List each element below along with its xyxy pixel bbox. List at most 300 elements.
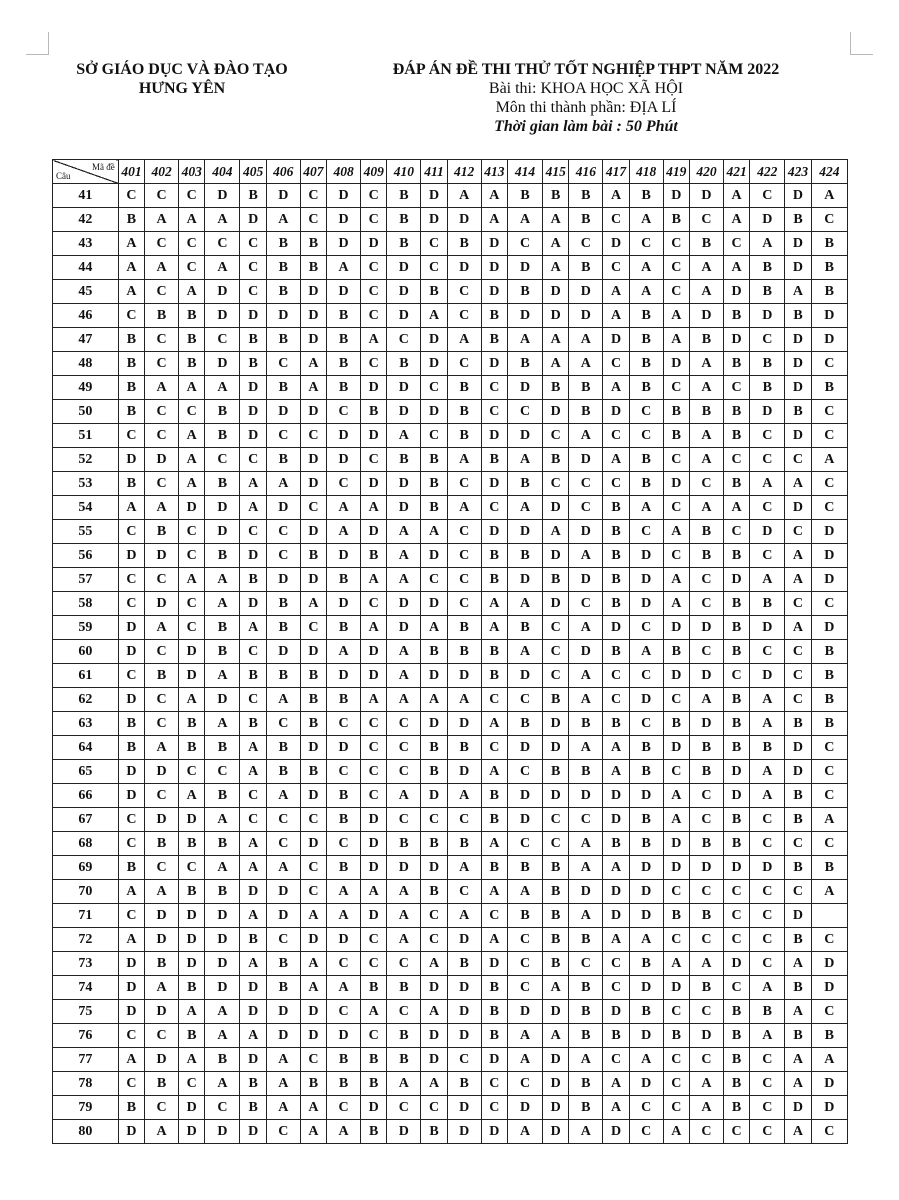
answer-cell: C — [481, 376, 507, 400]
answer-cell: C — [240, 232, 266, 256]
answer-cell: C — [663, 232, 689, 256]
answer-cell: C — [205, 760, 240, 784]
answer-cell: B — [750, 280, 785, 304]
answer-cell: C — [750, 832, 785, 856]
answer-cell: C — [361, 736, 387, 760]
answer-cell: C — [300, 856, 326, 880]
answer-cell: D — [118, 544, 144, 568]
answer-cell: D — [205, 688, 240, 712]
answer-cell: C — [569, 496, 603, 520]
answer-cell: A — [663, 568, 689, 592]
answer-cell: D — [118, 640, 144, 664]
answer-cell: D — [387, 472, 421, 496]
question-number-cell: 80 — [53, 1120, 119, 1144]
answer-cell: B — [507, 856, 542, 880]
exam-duration: Thời gian làm bài : 50 Phút — [494, 118, 678, 135]
answer-cell: C — [387, 1000, 421, 1024]
answer-cell: C — [361, 928, 387, 952]
answer-cell: D — [361, 232, 387, 256]
answer-cell: A — [750, 232, 785, 256]
answer-cell: B — [145, 304, 179, 328]
question-number-cell: 53 — [53, 472, 119, 496]
answer-cell: B — [723, 712, 749, 736]
answer-cell: B — [266, 280, 300, 304]
answer-cell: C — [629, 400, 663, 424]
exam-code-header: 422 — [750, 160, 785, 184]
answer-cell: D — [663, 664, 689, 688]
answer-cell: D — [387, 376, 421, 400]
answer-cell: D — [118, 688, 144, 712]
answer-cell: C — [507, 952, 542, 976]
answer-cell: A — [118, 1048, 144, 1072]
answer-cell: C — [361, 448, 387, 472]
answer-cell: C — [811, 592, 847, 616]
question-number-cell: 68 — [53, 832, 119, 856]
answer-cell: D — [811, 568, 847, 592]
exam-code-header: 412 — [447, 160, 481, 184]
answer-cell: C — [603, 208, 629, 232]
answer-cell: D — [723, 568, 749, 592]
answer-cell: A — [629, 640, 663, 664]
answer-cell: D — [629, 568, 663, 592]
answer-cell: C — [723, 448, 749, 472]
answer-cell: C — [629, 616, 663, 640]
answer-cell: C — [421, 928, 447, 952]
answer-cell: D — [361, 1096, 387, 1120]
answer-cell: C — [387, 1096, 421, 1120]
answer-cell: A — [300, 904, 326, 928]
exam-code-header: 409 — [361, 160, 387, 184]
answer-cell: A — [421, 520, 447, 544]
answer-cell: B — [327, 568, 361, 592]
answer-cell: B — [266, 328, 300, 352]
answer-cell: C — [179, 1072, 205, 1096]
answer-cell: B — [421, 832, 447, 856]
answer-cell: C — [629, 664, 663, 688]
answer-cell: C — [811, 760, 847, 784]
answer-cell: A — [481, 208, 507, 232]
answer-cell: B — [507, 544, 542, 568]
answer-cell: C — [629, 232, 663, 256]
answer-cell: A — [179, 1048, 205, 1072]
answer-cell: B — [118, 736, 144, 760]
answer-cell: C — [327, 1096, 361, 1120]
answer-cell: D — [663, 976, 689, 1000]
answer-row — [53, 424, 848, 448]
answer-cell: C — [179, 400, 205, 424]
answer-cell: C — [118, 1072, 144, 1096]
answer-cell: C — [145, 424, 179, 448]
answer-cell: B — [543, 760, 569, 784]
question-number-cell: 56 — [53, 544, 119, 568]
answer-cell: A — [663, 808, 689, 832]
answer-cell: D — [145, 808, 179, 832]
question-number-cell: 65 — [53, 760, 119, 784]
answer-cell: A — [447, 184, 481, 208]
answer-cell: C — [750, 184, 785, 208]
answer-cell: D — [481, 1120, 507, 1144]
answer-cell: B — [205, 784, 240, 808]
answer-cell: C — [447, 568, 481, 592]
answer-cell: B — [481, 784, 507, 808]
answer-cell: C — [811, 472, 847, 496]
answer-cell: A — [421, 1072, 447, 1096]
question-number-cell: 50 — [53, 400, 119, 424]
answer-cell: A — [240, 736, 266, 760]
answer-cell: C — [569, 232, 603, 256]
answer-cell: D — [118, 1120, 144, 1144]
answer-cell: A — [811, 880, 847, 904]
answer-cell: A — [387, 544, 421, 568]
answer-cell: C — [145, 232, 179, 256]
answer-cell: C — [266, 352, 300, 376]
answer-cell: D — [240, 376, 266, 400]
answer-cell: D — [266, 184, 300, 208]
answer-cell: A — [300, 976, 326, 1000]
answer-cell: C — [145, 184, 179, 208]
answer-cell: B — [569, 760, 603, 784]
answer-row — [53, 304, 848, 328]
answer-cell: C — [300, 424, 326, 448]
answer-cell: D — [507, 256, 542, 280]
answer-cell: B — [507, 712, 542, 736]
answer-cell: C — [481, 736, 507, 760]
answer-cell: A — [145, 1120, 179, 1144]
answer-cell: D — [387, 304, 421, 328]
answer-cell: A — [179, 688, 205, 712]
answer-cell: B — [811, 640, 847, 664]
answer-cell: A — [266, 784, 300, 808]
answer-cell: A — [118, 280, 144, 304]
answer-cell: C — [481, 688, 507, 712]
answer-cell: C — [603, 952, 629, 976]
answer-cell: D — [361, 664, 387, 688]
answer-cell: A — [569, 544, 603, 568]
answer-cell: B — [663, 208, 689, 232]
answer-cell: A — [118, 928, 144, 952]
answer-cell: B — [421, 1120, 447, 1144]
answer-cell: D — [361, 904, 387, 928]
answer-cell: C — [750, 448, 785, 472]
answer-cell: A — [629, 496, 663, 520]
exam-code-header: 414 — [507, 160, 542, 184]
answer-cell: C — [481, 1096, 507, 1120]
answer-cell: B — [507, 184, 542, 208]
answer-cell: A — [569, 1048, 603, 1072]
answer-cell: D — [629, 880, 663, 904]
answer-cell: A — [145, 976, 179, 1000]
answer-cell: D — [205, 184, 240, 208]
answer-cell: B — [569, 184, 603, 208]
answer-cell: A — [507, 1048, 542, 1072]
crop-mark-top-right — [850, 32, 873, 55]
answer-cell: B — [300, 712, 326, 736]
answer-cell: C — [629, 1096, 663, 1120]
answer-cell: C — [603, 976, 629, 1000]
answer-cell: C — [689, 880, 723, 904]
answer-cell: C — [543, 808, 569, 832]
answer-cell: D — [205, 928, 240, 952]
answer-cell: B — [507, 616, 542, 640]
answer-cell: C — [327, 832, 361, 856]
answer-cell: B — [179, 1024, 205, 1048]
answer-cell: A — [481, 880, 507, 904]
answer-cell: D — [569, 784, 603, 808]
question-number-cell: 49 — [53, 376, 119, 400]
answer-cell: B — [300, 232, 326, 256]
answer-cell: B — [507, 280, 542, 304]
answer-cell: B — [266, 664, 300, 688]
answer-cell: A — [750, 712, 785, 736]
answer-cell: C — [663, 760, 689, 784]
answer-cell: A — [663, 328, 689, 352]
answer-cell: D — [387, 856, 421, 880]
answer-cell: D — [447, 1120, 481, 1144]
answer-cell: B — [118, 472, 144, 496]
answer-cell: C — [723, 376, 749, 400]
answer-cell: B — [603, 496, 629, 520]
answer-cell: D — [327, 736, 361, 760]
answer-cell: D — [629, 1072, 663, 1096]
answer-cell: B — [327, 304, 361, 328]
answer-cell: C — [447, 472, 481, 496]
answer-cell: C — [240, 808, 266, 832]
answer-cell: C — [361, 208, 387, 232]
answer-cell: B — [663, 904, 689, 928]
answer-row — [53, 664, 848, 688]
answer-cell: B — [240, 712, 266, 736]
answer-cell: A — [240, 472, 266, 496]
question-number-cell: 59 — [53, 616, 119, 640]
answer-cell: D — [118, 760, 144, 784]
answer-cell: B — [629, 832, 663, 856]
answer-cell: D — [327, 592, 361, 616]
answer-cell: C — [629, 1120, 663, 1144]
answer-cell: B — [689, 544, 723, 568]
answer-cell: B — [629, 184, 663, 208]
answer-cell: B — [387, 184, 421, 208]
answer-cell: C — [327, 952, 361, 976]
answer-cell: D — [507, 376, 542, 400]
answer-cell: B — [387, 448, 421, 472]
answer-cell: A — [179, 784, 205, 808]
answer-cell: D — [663, 616, 689, 640]
answer-cell: C — [507, 688, 542, 712]
answer-cell: D — [663, 736, 689, 760]
answer-cell: A — [327, 1120, 361, 1144]
answer-cell: B — [603, 520, 629, 544]
answer-cell: B — [205, 472, 240, 496]
question-number-cell: 44 — [53, 256, 119, 280]
answer-cell: B — [569, 1096, 603, 1120]
answer-cell: D — [569, 568, 603, 592]
answer-cell: B — [145, 1072, 179, 1096]
answer-cell: C — [118, 304, 144, 328]
answer-cell: C — [327, 760, 361, 784]
answer-cell: D — [327, 928, 361, 952]
answer-cell: C — [811, 1000, 847, 1024]
answer-cell: D — [361, 424, 387, 448]
answer-cell: A — [145, 880, 179, 904]
answer-cell: D — [300, 328, 326, 352]
answer-cell: D — [240, 1048, 266, 1072]
answer-cell: D — [240, 208, 266, 232]
answer-cell: D — [240, 544, 266, 568]
question-number-cell: 54 — [53, 496, 119, 520]
question-number-cell: 76 — [53, 1024, 119, 1048]
answer-cell: D — [689, 664, 723, 688]
answer-row — [53, 952, 848, 976]
answer-cell: C — [361, 592, 387, 616]
answer-row — [53, 784, 848, 808]
answer-row — [53, 232, 848, 256]
answer-cell: D — [300, 472, 326, 496]
answer-cell: B — [481, 808, 507, 832]
answer-cell: B — [785, 808, 811, 832]
answer-cell: C — [145, 784, 179, 808]
answer-cell: D — [811, 1072, 847, 1096]
answer-cell: A — [205, 1072, 240, 1096]
answer-cell: D — [629, 784, 663, 808]
answer-cell: B — [300, 1072, 326, 1096]
answer-cell: A — [750, 472, 785, 496]
answer-cell: A — [266, 1096, 300, 1120]
answer-cell — [811, 904, 847, 928]
answer-cell: C — [421, 904, 447, 928]
answer-cell: C — [300, 208, 326, 232]
answer-cell: D — [507, 1000, 542, 1024]
answer-cell: A — [179, 448, 205, 472]
question-number-cell: 60 — [53, 640, 119, 664]
answer-cell: D — [481, 952, 507, 976]
answer-cell: B — [300, 544, 326, 568]
answer-cell: B — [569, 376, 603, 400]
answer-cell: C — [327, 1000, 361, 1024]
answer-cell: D — [145, 760, 179, 784]
answer-cell: B — [361, 1072, 387, 1096]
answer-cell: C — [205, 448, 240, 472]
answer-cell: C — [750, 880, 785, 904]
answer-cell: D — [507, 424, 542, 448]
answer-cell: D — [387, 592, 421, 616]
answer-cell: C — [421, 568, 447, 592]
answer-cell: A — [205, 568, 240, 592]
question-number-cell: 72 — [53, 928, 119, 952]
answer-cell: A — [447, 496, 481, 520]
answer-cell: D — [300, 1024, 326, 1048]
answer-cell: A — [447, 784, 481, 808]
answer-cell: B — [266, 760, 300, 784]
answer-cell: D — [785, 496, 811, 520]
answer-cell: B — [543, 880, 569, 904]
answer-cell: C — [118, 520, 144, 544]
answer-cell: D — [447, 256, 481, 280]
answer-cell: C — [118, 184, 144, 208]
answer-cell: D — [569, 448, 603, 472]
question-number-cell: 57 — [53, 568, 119, 592]
answer-cell: C — [266, 928, 300, 952]
answer-cell: A — [447, 688, 481, 712]
answer-cell: B — [723, 304, 749, 328]
answer-cell: B — [481, 1000, 507, 1024]
answer-cell: A — [750, 784, 785, 808]
answer-cell: D — [785, 232, 811, 256]
answer-cell: D — [447, 1024, 481, 1048]
answer-cell: D — [118, 976, 144, 1000]
exam-code-header: 401 — [118, 160, 144, 184]
answer-cell: B — [811, 688, 847, 712]
answer-cell: A — [240, 904, 266, 928]
answer-cell: B — [300, 256, 326, 280]
answer-cell: B — [785, 1024, 811, 1048]
answer-cell: A — [266, 208, 300, 232]
answer-cell: A — [387, 928, 421, 952]
answer-cell: B — [179, 832, 205, 856]
answer-cell: A — [811, 448, 847, 472]
answer-row — [53, 568, 848, 592]
exam-code-header: 408 — [327, 160, 361, 184]
answer-cell: D — [145, 448, 179, 472]
answer-cell: A — [205, 592, 240, 616]
answer-cell: A — [603, 856, 629, 880]
answer-cell: C — [179, 256, 205, 280]
answer-cell: A — [603, 928, 629, 952]
answer-cell: B — [603, 832, 629, 856]
answer-cell: D — [300, 520, 326, 544]
answer-cell: C — [361, 304, 387, 328]
answer-cell: B — [145, 520, 179, 544]
answer-cell: C — [723, 880, 749, 904]
answer-cell: B — [569, 256, 603, 280]
answer-cell: D — [543, 544, 569, 568]
question-number-cell: 71 — [53, 904, 119, 928]
answer-cell: A — [629, 280, 663, 304]
answer-cell: C — [689, 808, 723, 832]
answer-row — [53, 1072, 848, 1096]
answer-cell: A — [387, 784, 421, 808]
answer-cell: B — [240, 1096, 266, 1120]
answer-cell: A — [266, 688, 300, 712]
answer-cell: C — [327, 400, 361, 424]
answer-cell: D — [663, 472, 689, 496]
answer-cell: D — [421, 712, 447, 736]
answer-cell: A — [663, 520, 689, 544]
answer-cell: C — [361, 952, 387, 976]
answer-cell: A — [543, 208, 569, 232]
answer-cell: D — [629, 688, 663, 712]
answer-cell: A — [266, 1048, 300, 1072]
answer-cell: C — [663, 1000, 689, 1024]
answer-cell: A — [750, 568, 785, 592]
answer-cell: D — [785, 1096, 811, 1120]
answer-cell: C — [421, 1096, 447, 1120]
answer-cell: B — [447, 376, 481, 400]
answer-cell: B — [543, 448, 569, 472]
answer-cell: A — [361, 616, 387, 640]
answer-cell: D — [811, 976, 847, 1000]
answer-cell: D — [481, 256, 507, 280]
answer-cell: C — [145, 1024, 179, 1048]
answer-cell: C — [785, 664, 811, 688]
answer-cell: B — [481, 544, 507, 568]
answer-cell: D — [179, 808, 205, 832]
answer-cell: B — [629, 352, 663, 376]
answer-cell: A — [240, 856, 266, 880]
answer-row — [53, 688, 848, 712]
answer-cell: B — [421, 280, 447, 304]
answer-cell: C — [266, 544, 300, 568]
answer-cell: C — [179, 856, 205, 880]
